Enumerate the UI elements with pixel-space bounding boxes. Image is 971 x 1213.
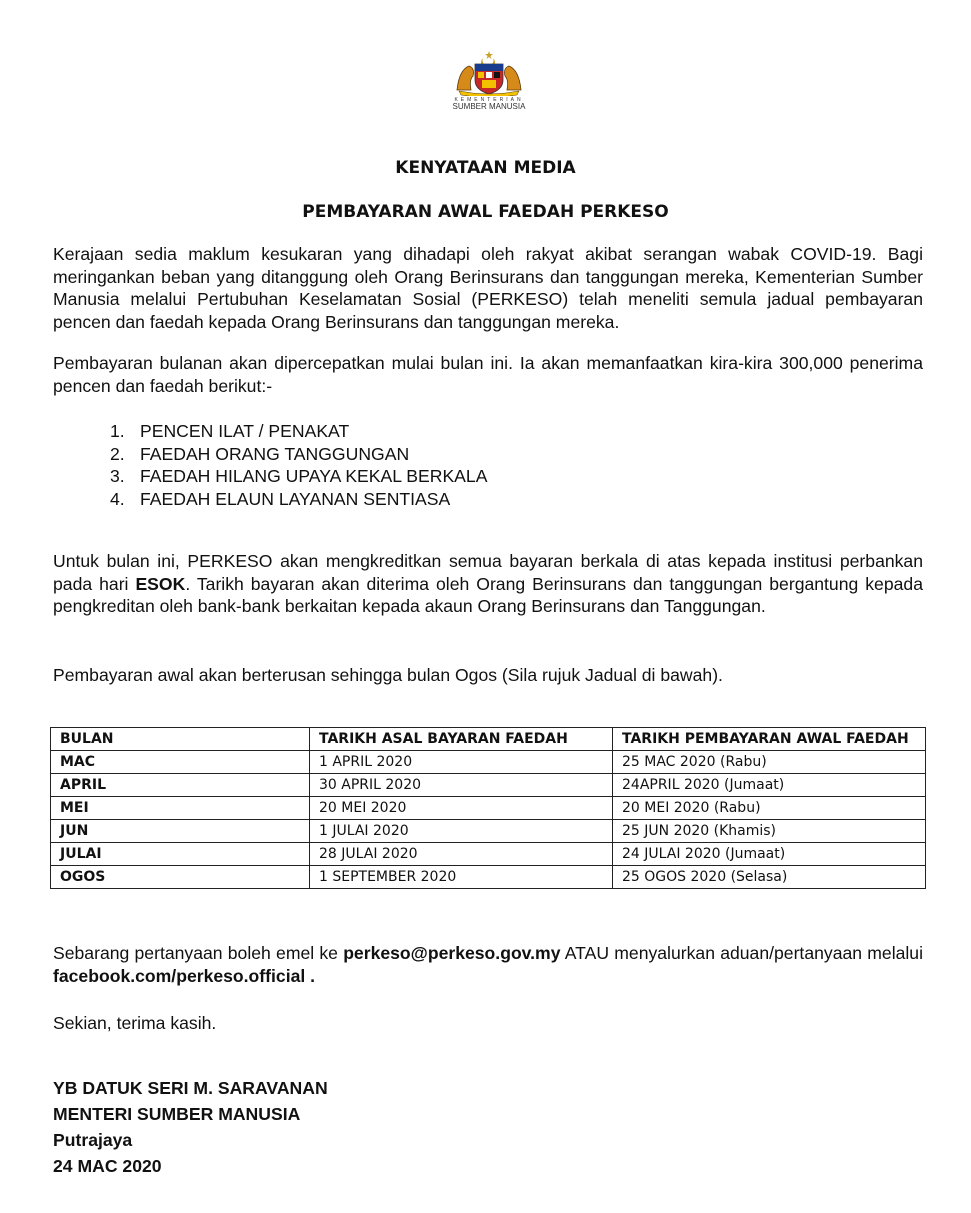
- contact-text-start: Sebarang pertanyaan boleh emel ke: [53, 943, 344, 963]
- signatory-position: MENTERI SUMBER MANUSIA: [53, 1104, 301, 1124]
- table-row: [51, 843, 926, 866]
- table-cell: APRIL: [51, 774, 310, 797]
- document-title: KENYATAAN MEDIA: [395, 158, 576, 178]
- list-item: [110, 465, 487, 488]
- table-cell: OGOS: [51, 866, 310, 889]
- paragraph-intro: Kerajaan sedia maklum kesukaran yang dihadapi oleh rakyat akibat serangan wabak COVID-19. Bagi meringankan beban yang ditanggung oleh Orang Berinsurans dan tanggungan mereka, Kementerian Sumber Manusia melalui Pertubuhan Keselamatan Sosial (PERKESO) telah meneliti semula jadual pembayaran pencen dan faedah kepada Orang Berinsurans dan tanggungan mereka.: [53, 244, 923, 332]
- table-row: [51, 774, 926, 797]
- payment-text-end: . Tarikh bayaran akan diterima oleh Orang Berinsurans dan tanggungan bergantung kepada pengkreditan oleh bank-bank berkaitan kepada akaun Orang Berinsurans dan Tanggungan.: [53, 573, 923, 616]
- table-cell: 25 JUN 2020 (Khamis): [613, 820, 926, 843]
- table-row: [51, 751, 926, 774]
- contact-email-link[interactable]: perkeso@perkeso.gov.my: [343, 943, 561, 963]
- signature-place: Putrajaya: [53, 1130, 133, 1150]
- list-label: FAEDAH ORANG TANGGUNGAN: [140, 443, 410, 464]
- list-number: 1.: [110, 421, 125, 441]
- table-row: [51, 797, 926, 820]
- contact-text-middle: ATAU menyalurkan aduan/pertanyaan melalui: [560, 943, 923, 963]
- list-item: [110, 420, 487, 443]
- benefit-list: [110, 420, 487, 510]
- signature-date: 24 MAC 2020: [53, 1156, 162, 1176]
- table-cell: 24APRIL 2020 (Jumaat): [613, 774, 926, 797]
- coat-of-arms-icon: [445, 50, 533, 96]
- table-cell: 30 APRIL 2020: [310, 774, 613, 797]
- list-number: 2.: [110, 443, 125, 464]
- table-cell: 1 JULAI 2020: [310, 820, 613, 843]
- ministry-name: SUMBER MANUSIA: [452, 102, 526, 111]
- document-subtitle: PEMBAYARAN AWAL FAEDAH PERKESO: [302, 202, 669, 222]
- table-cell: 1 SEPTEMBER 2020: [310, 866, 613, 889]
- table-cell: 25 MAC 2020 (Rabu): [613, 751, 926, 774]
- list-label: FAEDAH ELAUN LAYANAN SENTIASA: [140, 488, 451, 509]
- table-cell: 20 MEI 2020: [310, 797, 613, 820]
- paragraph-payment: [53, 550, 923, 618]
- list-label: FAEDAH HILANG UPAYA KEKAL BERKALA: [140, 466, 488, 486]
- list-item: [110, 488, 487, 511]
- facebook-link[interactable]: facebook.com/perkeso.official: [53, 965, 306, 986]
- list-number: 4.: [110, 488, 125, 509]
- ministry-label-small: KEMENTERIAN: [454, 97, 524, 103]
- table-cell: MEI: [51, 797, 310, 820]
- table-cell: 24 JULAI 2020 (Jumaat): [613, 843, 926, 866]
- contact-text-end: .: [305, 965, 316, 986]
- payment-day-emphasis: ESOK: [135, 573, 186, 594]
- column-header: TARIKH PEMBAYARAN AWAL FAEDAH: [613, 728, 926, 751]
- ministry-logo: [424, 50, 554, 120]
- list-number: 3.: [110, 466, 125, 486]
- table-cell: MAC: [51, 751, 310, 774]
- signature-block: [53, 1075, 328, 1179]
- column-header: TARIKH ASAL BAYARAN FAEDAH: [310, 728, 613, 751]
- table-header-row: [51, 728, 926, 751]
- signatory-name: YB DATUK SERI M. SARAVANAN: [53, 1078, 328, 1098]
- table-row: [51, 866, 926, 889]
- payment-text-start: Untuk bulan ini, PERKESO akan mengkreditkan semua bayaran berkala di atas kepada institusi perbankan pada hari: [53, 551, 923, 594]
- table-cell: 25 OGOS 2020 (Selasa): [613, 866, 926, 889]
- paragraph-schedule-note: Pembayaran awal akan berterusan sehingga bulan Ogos (Sila rujuk Jadual di bawah).: [53, 665, 723, 685]
- table-cell: JULAI: [51, 843, 310, 866]
- paragraph-monthly: Pembayaran bulanan akan dipercepatkan mulai bulan ini. Ia akan memanfaatkan kira-kira 300,000 penerima pencen dan faedah berikut:-: [53, 353, 923, 396]
- payment-schedule-table: [50, 727, 926, 889]
- table-row: [51, 820, 926, 843]
- closing-line: Sekian, terima kasih.: [53, 1013, 217, 1033]
- paragraph-contact: [53, 942, 923, 987]
- table-cell: 1 APRIL 2020: [310, 751, 613, 774]
- table-cell: 28 JULAI 2020: [310, 843, 613, 866]
- list-item: [110, 443, 487, 466]
- table-cell: JUN: [51, 820, 310, 843]
- list-label: PENCEN ILAT / PENAKAT: [140, 421, 350, 441]
- column-header: BULAN: [51, 728, 310, 751]
- table-cell: 20 MEI 2020 (Rabu): [613, 797, 926, 820]
